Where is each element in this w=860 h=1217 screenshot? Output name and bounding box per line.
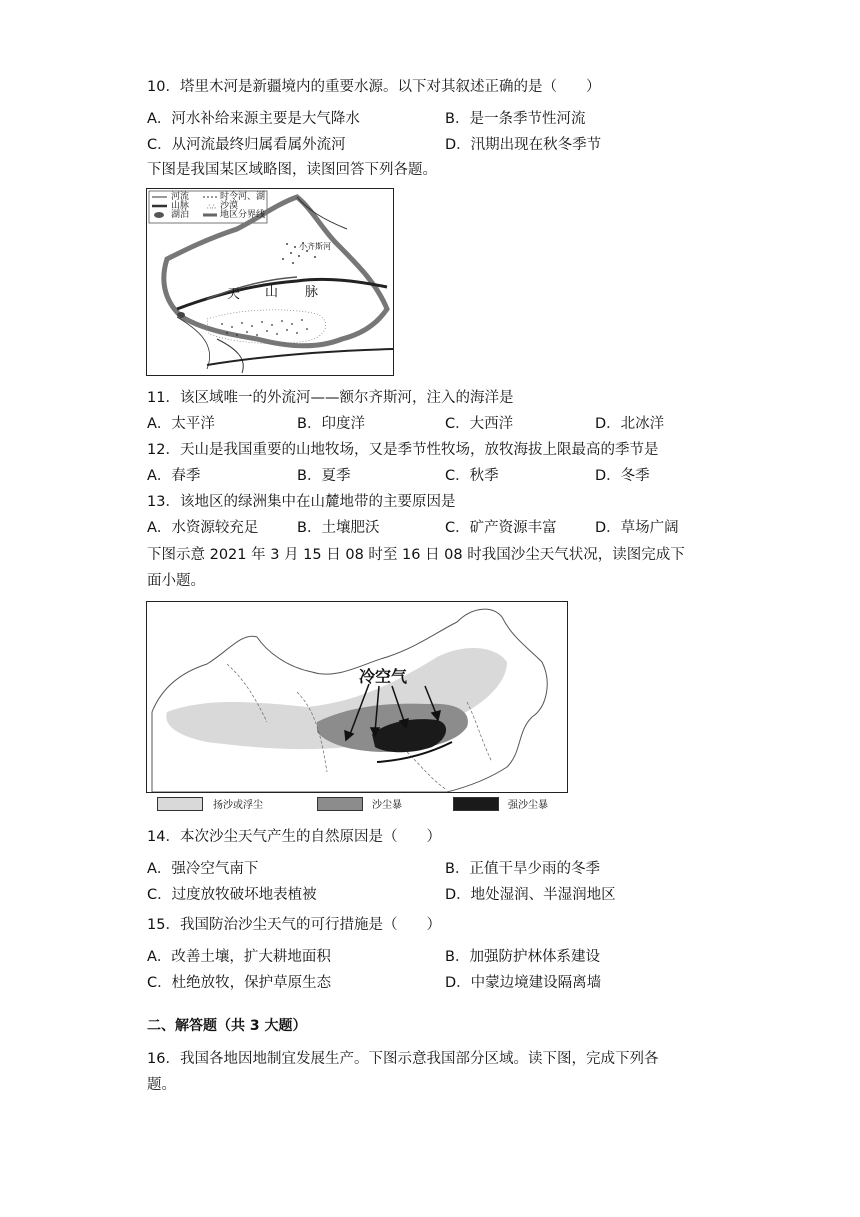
q10-option-a: A．河水补给来源主要是大气降水 [147,111,360,127]
q13-option-c: C．矿产资源丰富 [445,520,557,536]
q11-option-d: D．北冰洋 [595,416,665,432]
q13-option-a: A．水资源较充足 [147,520,259,536]
legend-light-dust: 扬沙或浮尘 [213,800,263,811]
legend-swatch-dark [453,797,499,811]
q16-line1: 16．我国各地因地制宜发展生产。下图示意我国部分区域。读下图，完成下列各 [147,1051,659,1067]
q15-stem: 15．我国防治沙尘天气的可行措施是（ ） [147,917,441,933]
q14-stem: 14．本次沙尘天气产生的自然原因是（ ） [147,829,441,845]
q14-option-d: D．地处湿润、半湿润地区 [445,887,616,903]
legend-desert: 沙漠 [220,201,239,211]
q15-option-b: B．加强防护林体系建设 [445,949,600,965]
q13-option-b: B．土壤肥沃 [297,520,380,536]
cold-air-label: 冷空气 [359,667,408,686]
legend-swatch-light [157,797,203,811]
q15-option-d: D．中蒙边境建设隔离墙 [445,975,602,991]
q11-option-c: C．大西洋 [445,416,514,432]
q16-line2: 题。 [147,1077,176,1093]
section-heading: 二、解答题（共 3 大题） [147,1018,307,1034]
q11-option-b: B．印度洋 [297,416,365,432]
q15-option-a: A．改善土壤，扩大耕地面积 [147,949,331,965]
q10-option-d: D．汛期出现在秋冬季节 [445,137,602,153]
q12-stem: 12．天山是我国重要的山地牧场，又是季节性牧场，放牧海拔上限最高的季节是 [147,442,659,458]
dust-storm-map-drawing [147,602,567,792]
q14-option-c: C．过度放牧破坏地表植被 [147,887,317,903]
q12-option-d: D．冬季 [595,468,650,484]
q11-stem: 11．该区域唯一的外流河——额尔齐斯河，注入的海洋是 [147,390,514,406]
dust-storm-map [146,601,568,793]
legend-mountain: 山脉 [171,201,190,211]
legend-strong-sandstorm: 强沙尘暴 [508,800,548,811]
xinjiang-map [146,188,394,376]
q12-option-c: C．秋季 [445,468,499,484]
intro-map1: 下图是我国某区域略图，读图回答下列各题。 [147,162,437,178]
q10-stem: 10．塔里木河是新疆境内的重要水源。以下对其叙述正确的是（ ） [147,79,601,95]
map1-tianshan-1: 天 [227,287,241,302]
q12-option-a: A．春季 [147,468,201,484]
q10-option-c: C．从河流最终归属看属外流河 [147,137,346,153]
legend-boundary: 地区分界线 [220,210,266,220]
q13-stem: 13．该地区的绿洲集中在山麓地带的主要原因是 [147,494,456,510]
map1-river-label: 小齐斯河 [299,242,331,251]
q12-option-b: B．夏季 [297,468,351,484]
q13-option-d: D．草场广阔 [595,520,679,536]
svg-text:∴∴: ∴∴ [207,203,216,211]
q14-option-a: A．强冷空气南下 [147,861,259,877]
legend-sandstorm: 沙尘暴 [372,800,402,811]
q10-option-b: B．是一条季节性河流 [445,111,586,127]
map1-tianshan-3: 脉 [305,285,319,300]
map1-tianshan-2: 山 [265,285,279,300]
q11-option-a: A．太平洋 [147,416,215,432]
legend-seasonal-river: 时令河、湖 [220,192,266,202]
legend-lake: 湖泊 [171,210,190,220]
intro-map2-line1: 下图示意 2021 年 3 月 15 日 08 时至 16 日 08 时我国沙尘天气状况，读图完成下 [147,547,685,563]
q15-option-c: C．杜绝放牧，保护草原生态 [147,975,332,991]
legend-river: 河流 [171,192,190,202]
legend-swatch-mid [317,797,363,811]
intro-map2-line2: 面小题。 [147,573,205,589]
q14-option-b: B．正值干旱少雨的冬季 [445,861,600,877]
